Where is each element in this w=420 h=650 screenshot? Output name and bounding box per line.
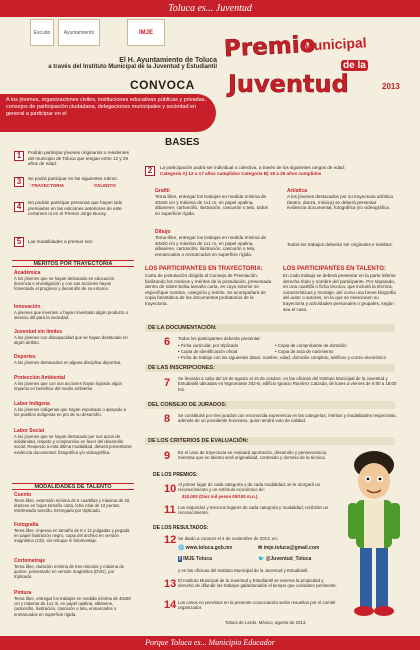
evaluacion-bar: DE LOS CRITERIOS DE EVALUACIÓN: [145, 437, 395, 445]
dibujo-text: Tema libre, entregar los trabajos en medida mínima de 40x50 cm y máxima de 1x1 m, en papel opalina, albanene, cartoncillo, ilustración, cascarón o tela, enmarcados o enmarcados en superficie rígida. [155, 235, 267, 257]
inscripciones-text: Se llevarán a cabo del 19 de agosto al 15 de octubre, en las oficinas del Instituto Municipal de la Juventud y Estudiantil ubicadas en Nigromante 202-B, edificio Ignacio Ramírez Calzada, de lunes a viernes de 9:00 a 18:00 hrs. [178, 376, 397, 392]
base-1: Podrán participar jóvenes originarios o residentes del municipio de Toluca que tengan entre 12 y 29 años de edad. [28, 150, 129, 167]
premios-segundos-text: Los segundos y terceros lugares de cada categoría y modalidad, recibirán un reconocimiento. [178, 505, 329, 516]
social-title: Labor Social [14, 428, 45, 434]
convoca-heading: CONVOCA [130, 78, 195, 92]
jurado-text: Se constituirá por tres jurados con reconocida experiencia en las categorías, méritos y modalidades respectivas, además de un presidente honorario, quien tendrá voto de calidad. [178, 413, 397, 424]
innovacion-text: A jóvenes que inventen o hayan inventado algún producto o servicio útil para la sociedad. [14, 310, 128, 321]
resultados-text: Se darán a conocer el 4 de noviembre de 2013, en: [178, 536, 279, 541]
artistica-note: Todos los trabajos deberán ser originales e inéditos. [287, 242, 393, 247]
base-13-text: El Instituto Municipal de la Juventud y Estudiantil se reserva la propiedad y derecho de difundir los trabajos galardonados el tiempo que considere pertinente. [178, 578, 337, 589]
pintura-title: Pintura [14, 590, 32, 596]
base-2-categories: Categoría A) 12 a 17 años cumplidos Categoría B) 18 a 29 años cumplidos [160, 171, 322, 176]
base-number-4: 4 [14, 202, 24, 212]
base-number-1: 1 [14, 151, 24, 161]
base-number-6: 6 [164, 336, 171, 348]
title-year: 2013 [382, 82, 400, 91]
cortometraje-title: Cortometraje [14, 558, 46, 564]
base-number-10: 10 [164, 483, 177, 495]
ambiental-title: Protección Ambiental [14, 375, 66, 381]
participantes-talento-title: LOS PARTICIPANTES EN TALENTO: [283, 266, 386, 272]
base-14-text: Los casos no previstos en la presente convocatoria serán resueltos por el comité organizador. [178, 600, 336, 611]
resultados-heading: DE LOS RESULTADOS: [153, 525, 209, 531]
email-text: imje.toluca@gmail.com [263, 545, 320, 551]
doc-acta: • Copia de acta de nacimiento [275, 349, 334, 354]
cortometraje-text: Tema libre, duración mínima de tres minutos y máxima de quince, presentarlo en versión magnética (DVD), por triplicado. [14, 564, 125, 580]
title-dela: de la [343, 60, 366, 71]
facebook-link[interactable] [178, 557, 258, 562]
invitation-banner: A los jóvenes, organizaciones civiles, instituciones educativas públicas y privadas, consejos de participación ciudadana, delegaciones municipales y sociedad en general a participar en el [0, 94, 216, 132]
indigena-title: Labor Indígena [14, 401, 50, 407]
dibujo-title: Dibujo [155, 229, 171, 235]
documentacion-bar: DE LA DOCUMENTACIÓN: [145, 324, 395, 332]
ayuntamiento-logo: Ayuntamiento [58, 19, 100, 46]
twitter-link[interactable] [258, 557, 348, 562]
artistica-title: Artística [287, 188, 308, 194]
coat-of-arms-logo: Escudo [30, 19, 54, 46]
website-text: www.toluca.gob.mx [185, 545, 233, 551]
facebook-icon: f [179, 556, 181, 562]
pintura-text: Tema libre, entregar los trabajos en medida mínima de 40x50 cm y máxima de 1x1 m, en papel opalina, albanene, cartoncillo, ilustración, cascarón o tela, enmarcados o enmarcados en superficie rígida. [14, 596, 131, 617]
evaluacion-text: En el caso de trayectoria se evaluará aportación, desarrollo y perseverancia, mientras que en talento será originalidad, contenido y dominio de la técnica. [178, 450, 328, 461]
intro-line2: a través del Instituto Municipal de la Juventud y Estudiantil [48, 64, 217, 70]
premios-heading: DE LOS PREMIOS: [153, 472, 198, 478]
place-date: Toluca de Lerdo, México, agosto de 2013. [225, 620, 307, 625]
twitter-icon: 🐦 [258, 556, 265, 562]
deporte-title: Deportes [14, 354, 36, 360]
intro-line1: El H. Ayuntamiento de Toluca [119, 57, 217, 64]
resultados-offices: y en las oficinas del Instituto Municipal de la Juventud y Estudiantil. [178, 568, 309, 573]
social-text: A los jóvenes que se hayan destacado por sus actos de solidaridad, respeto y compromiso en favor del desarrollo social. Respecto a esta última modalidad, deberá presentarse evidencia documental, fotográfica y/o videográfica. [14, 434, 132, 455]
bases-heading: BASES [165, 137, 200, 148]
participantes-talento-text: En cada trabajo se deberá presentar en la parte inferior derecha título y nombre del participante. Por separado, en una cuartilla o ficha técnica, que incluirá la técnica, características y montaje, así como una breve biografía del autor o autores, en la que se mencionen su trayectoria y actividades personales o grupales, según sea el caso. [283, 273, 396, 312]
base-number-2: 2 [145, 166, 155, 176]
footer-band: Porque Toluca es... Municipio Educador [0, 636, 420, 650]
base-number-13: 13 [164, 578, 177, 590]
base-number-12: 12 [164, 534, 177, 546]
base-number-14: 14 [164, 599, 177, 611]
globe-icon: 🌐 [178, 545, 186, 551]
base-number-5: 5 [14, 237, 24, 247]
indigena-text: A los jóvenes indígenas que hayan impulsado o apoyado a los pueblos indígenas en pro de su desarrollo. [14, 407, 127, 418]
website-link[interactable] [178, 546, 258, 551]
twitter-text: @Juventud_Toluca [265, 556, 312, 562]
participantes-trayectoria-text: Carta de postulación dirigida al Consejo de Premiación, facilitando los motivos y méritos de la postulación, presentada dentro de sobre bolsa tamaño carta, en cuyo exterior se especifique nombre, categoría y mérito. Se acompañará de copia fotostática de los documentos probatorios de la trayectoria. [145, 273, 272, 306]
innovacion-title: Innovación [14, 304, 41, 310]
base-number-9: 9 [164, 450, 171, 462]
base-2: La participación podrá ser individual o colectiva, a través de los siguientes rangos de edad: [160, 165, 346, 170]
ambiental-text: A los jóvenes que con sus acciones hayan logrado algún impacto en beneficio del medio ambiente. [14, 381, 122, 392]
title-premio: Premio [223, 31, 317, 63]
discapacidad-title: Juventud sin límites [14, 329, 63, 335]
doc-ficha-trabajo: • Ficha de trabajo con los siguientes datos: nombre, edad, domicilio completo, teléfono y correo electrónico [178, 355, 387, 360]
documentacion-intro: Todos los participantes deberán presentar: [178, 336, 261, 341]
grafiti-text: Tema libre, entregar los trabajos en medida mínima de 40x50 cm y máxima de 1x1 m, en papel opalina, albanene, cartoncillo, ilustración, cascarón o tela, todos en superficie rígida. [155, 194, 268, 216]
discapacidad-text: A los jóvenes con discapacidad que se hayan destacado en algún ámbito. [14, 335, 128, 346]
base-number-8: 8 [164, 413, 171, 425]
academica-title: Académica [14, 270, 41, 276]
artistica-text: A los jóvenes destacados por su trayectoria artística (teatro, danza, música) se deberá presentar evidencia documental, fotográfica y/o videográfica. [287, 194, 393, 211]
premios-text: Al primer lugar de cada categoría y de cada modalidad, se le otorgará un reconocimiento y un estímulo económico de: [178, 482, 321, 493]
email-link[interactable] [258, 546, 348, 551]
doc-domicilio: • Copia de comprobante de domicilio [275, 343, 347, 348]
rubro-talento: -TALENTO [93, 183, 116, 188]
header-band: Toluca es... Juventud [0, 0, 420, 17]
title-municipal: Municipal [301, 34, 367, 54]
deporte-text: A los jóvenes destacados en alguna disciplina deportiva. [14, 360, 122, 365]
base-number-11: 11 [164, 504, 176, 516]
base-4: No podrán participar personas que hayan sido premiados en las ediciones anteriores de este certamen ni en el Premio Jorge Bucay. [28, 200, 123, 217]
base-number-7: 7 [164, 377, 171, 389]
mail-icon: ✉ [258, 545, 264, 551]
inscripciones-bar: DE LAS INSCRIPCIONES: [145, 364, 395, 372]
title-juventud: Juventud [228, 70, 349, 98]
jurado-bar: DEL CONSEJO DE JURADOS: [145, 401, 395, 409]
cuento-title: Cuento [14, 492, 32, 498]
facebook-text: IMJE Toluca [183, 556, 212, 562]
imje-logo: IMJE [127, 19, 165, 46]
premio-monto: $10,000 (Diez mil pesos 00/100 m.n.) [182, 494, 258, 499]
participantes-trayectoria-title: LOS PARTICIPANTES EN TRAYECTORIA: [145, 266, 263, 272]
fotografia-title: Fotografía [14, 522, 39, 528]
academica-text: A los jóvenes que se hayan destacado en educación, docencia e investigación y con sus acciones hayan fomentado el progreso y desarrollo de su entorno. [14, 276, 116, 292]
meritos-ribbon: MÉRITOS POR TRAYECTORIA [12, 260, 134, 267]
intro [7, 57, 217, 70]
award-title [218, 32, 414, 102]
base-3: Se podrá participar en los siguientes rubros: [28, 176, 118, 181]
talento-ribbon: MODALIDADES DE TALENTO [12, 483, 134, 490]
cuento-text: Tema libre, extensión mínima de 5 cuartillas y máxima de 20, impreso en hojas tamaño carta, letra Arial de 12 puntos, interlineado sencillo. Entregado por triplicado. [14, 498, 131, 514]
base-number-3: 3 [14, 177, 24, 187]
base-5: Las modalidades a premiar son: [28, 239, 94, 244]
mascot-illustration [340, 445, 408, 635]
grafiti-title: Grafiti [155, 188, 170, 194]
rubro-trayectoria: -TRAYECTORIA [30, 183, 65, 188]
fotografia-text: Tema libre, impresa en tamaño de 8 x 12 pulgadas y pegada en papel ilustración negro, copia del archivo en versión magnética (CD), sin retoque ni fotomontaje. [14, 528, 130, 544]
doc-identificacion: • Copia de identificación oficial [178, 349, 238, 354]
doc-ficha: • Ficha curricular, por triplicado [178, 343, 239, 348]
